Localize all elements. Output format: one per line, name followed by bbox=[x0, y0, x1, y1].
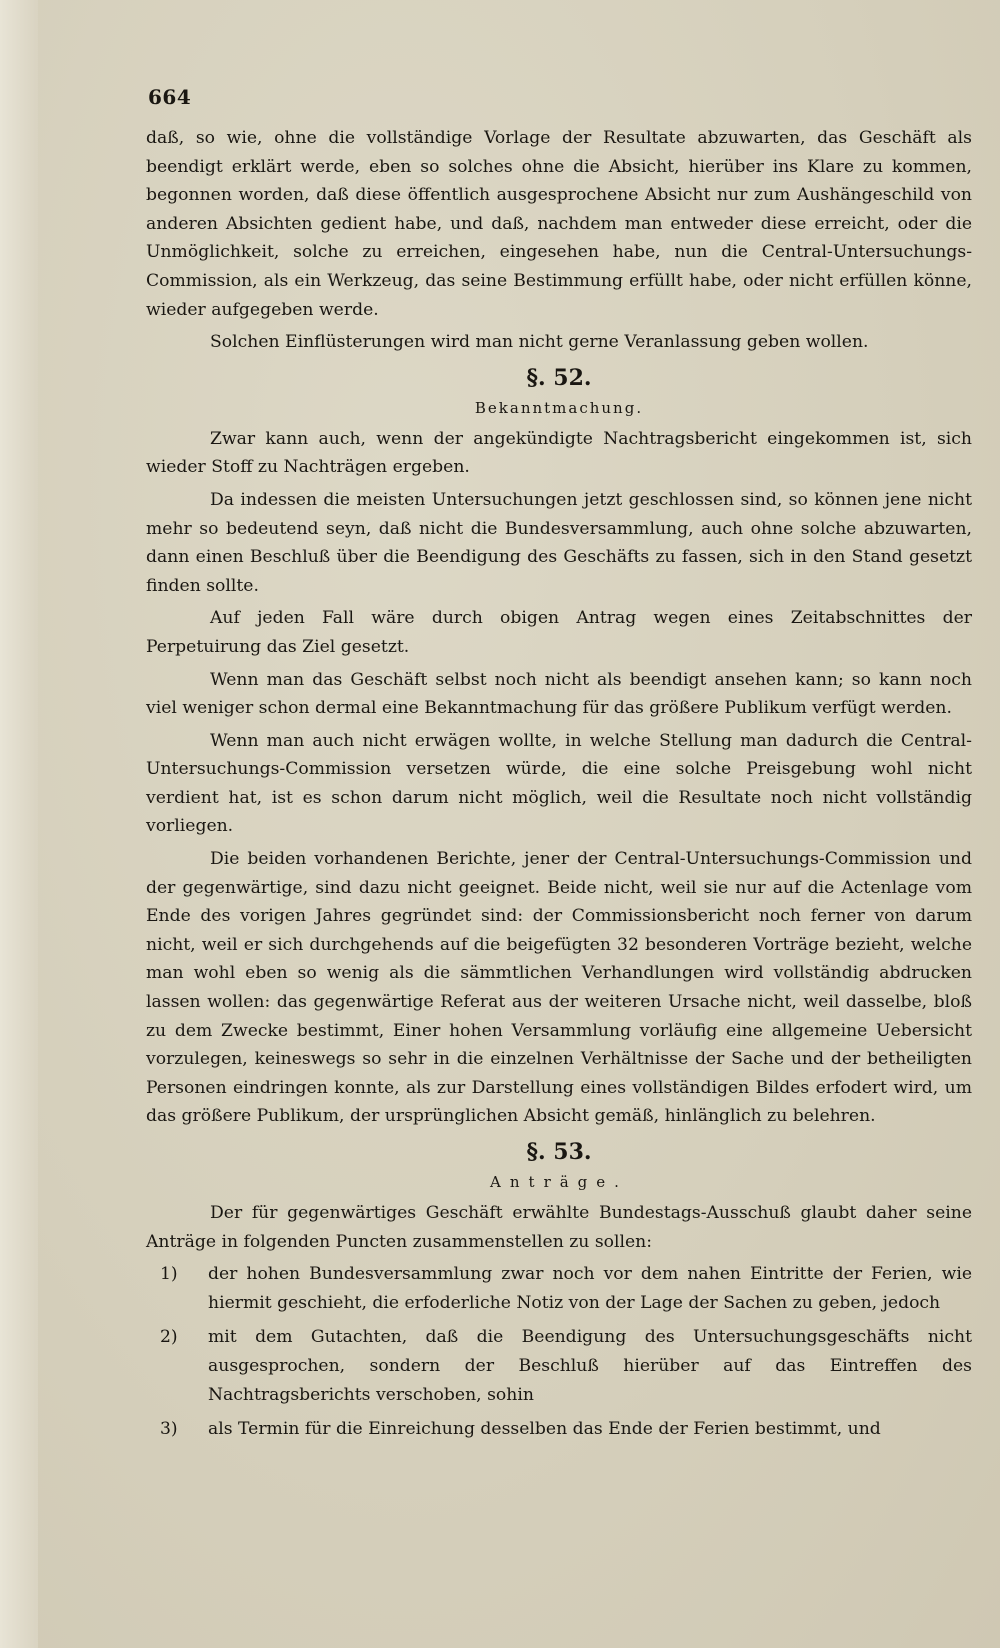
list-item-number: 3) bbox=[160, 1419, 178, 1440]
section-53-intro: Der für gegenwärtiges Geschäft erwählte Bundestags-Ausschuß glaubt daher seine Anträge in folgenden Puncten zusammenstellen zu sollen: bbox=[146, 1203, 972, 1252]
section-52-paragraph: Wenn man das Geschäft selbst noch nicht als beendigt ansehen kann; so kann noch viel weniger schon dermal eine Bekanntmachung für das größere Publikum verfügt werden. bbox=[146, 669, 972, 719]
page-gutter bbox=[0, 0, 38, 1648]
list-item-number: 1) bbox=[160, 1264, 178, 1285]
section-52-heading: Bekanntmachung. bbox=[474, 398, 644, 417]
proposal-list bbox=[146, 1260, 972, 1444]
section-52-paragraph: Da indessen die meisten Untersuchungen jetzt geschlossen sind, so können jene nicht mehr so bedeutend seyn, daß nicht die Bundesversammlung, auch ohne solche abzuwarten, dann einen Beschluß über die Beendigung des Geschäfts zu fassen, sich in den Stand gesetzt finden sollte. bbox=[146, 489, 972, 596]
body-text bbox=[146, 124, 972, 1450]
list-item-text: der hohen Bundesversammlung zwar noch vor dem nahen Eintritte der Ferien, wie hiermit geschieht, die erfoderliche Notiz von der Lage der Sachen zu geben, jedoch bbox=[208, 1264, 972, 1313]
opening-paragraph: daß, so wie, ohne die vollständige Vorlage der Resultate abzuwarten, das Geschäft als beendigt erklärt werde, eben so solches ohne die Absicht, hierüber ins Klare zu kommen, begonnen worden, daß diese öffentlich ausgesprochene Absicht nur zum Aushängeschild von anderen Absichten gedient habe, und daß, nachdem man entweder diese erreicht, oder die Unmöglichkeit, solche zu erreichen, eingesehen habe, nun die Central-Untersuchungs-Commission, als ein Werkzeug, das seine Bestimmung erfüllt habe, oder nicht erfüllen könne, wieder aufgegeben werde. bbox=[146, 128, 972, 320]
page-number: 664 bbox=[148, 85, 192, 109]
section-52-paragraph: Auf jeden Fall wäre durch obigen Antrag wegen eines Zeitabschnittes der Perpetuirung das Ziel gesetzt. bbox=[146, 608, 972, 657]
list-item bbox=[146, 1323, 972, 1409]
section-53-number: §. 53. bbox=[526, 1139, 592, 1165]
closing-sentence: Solchen Einflüsterungen wird man nicht gerne Veranlassung geben wollen. bbox=[210, 332, 869, 353]
section-52-paragraph: Wenn man auch nicht erwägen wollte, in welche Stellung man dadurch die Central-Untersuchungs-Commission versetzen würde, die eine solche Preisgebung wohl nicht verdient hat, ist es schon darum nicht möglich, weil die Resultate noch nicht vollständig vorliegen. bbox=[146, 730, 972, 837]
section-52-paragraph: Zwar kann auch, wenn der angekündigte Nachtragsbericht eingekommen ist, sich wieder Stoff zu Nachträgen ergeben. bbox=[146, 428, 972, 478]
list-item-number: 2) bbox=[160, 1327, 178, 1348]
list-item-text: als Termin für die Einreichung desselben das Ende der Ferien bestimmt, und bbox=[208, 1419, 881, 1440]
section-53-heading: Anträge. bbox=[490, 1173, 628, 1191]
list-item bbox=[146, 1415, 972, 1444]
list-item bbox=[146, 1260, 972, 1317]
section-52-number: §. 52. bbox=[526, 364, 592, 391]
section-52-paragraph: Die beiden vorhandenen Berichte, jener der Central-Untersuchungs-Commission und der gegenwärtige, sind dazu nicht geeignet. Beide nicht, weil sie nur auf die Actenlage vom Ende des vorigen Jahres gegründet sind: der Commissionsbericht noch ferner von darum nicht, weil er sich durchgehends auf die beigefügten 32 besonderen Vorträge bezieht, welche man wohl eben so wenig als die sämmtlichen Verhandlungen wird vollständig abdrucken lassen wollen: das gegenwärtige Referat aus der weiteren Ursache nicht, weil dasselbe, bloß zu dem Zwecke bestimmt, Einer hohen Versammlung vorläufig eine allgemeine Uebersicht vorzulegen, keineswegs so sehr in die einzelnen Verhältnisse der Sache und der betheiligten Personen eindringen konnte, als zur Darstellung eines vollständigen Bildes erfodert wird, um das größere Publikum, der ursprünglichen Absicht gemäß, hinlänglich zu belehren. bbox=[146, 849, 972, 1127]
list-item-text: mit dem Gutachten, daß die Beendigung des Untersuchungsgeschäfts nicht ausgesprochen, sondern der Beschluß hierüber auf das Eintreffen des Nachtragsberichts verschoben, sohin bbox=[208, 1327, 972, 1405]
